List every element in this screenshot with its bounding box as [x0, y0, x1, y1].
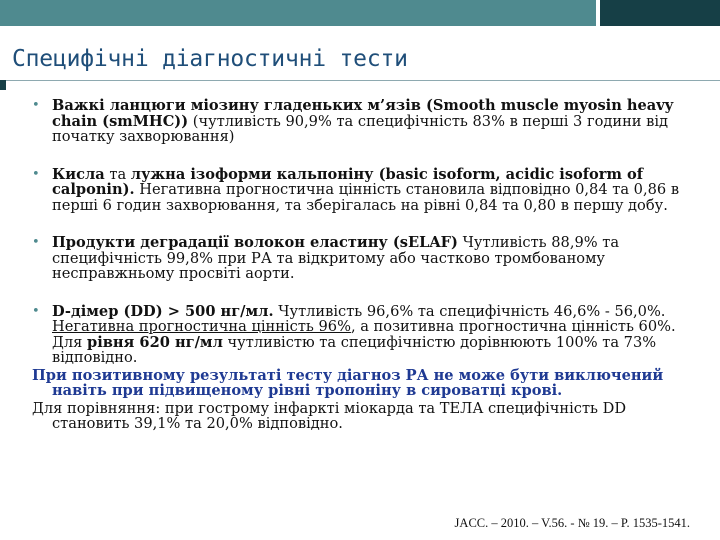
item-text-bold: Продукти деградації волокон еластину (sELAF)	[52, 234, 458, 251]
slide-content	[32, 98, 692, 432]
list-item	[32, 98, 692, 145]
bullet-icon: •	[32, 303, 40, 319]
item-text: чутливістю та специфічністю дорівнюють 100% та 73% відповідно.	[52, 333, 657, 366]
list-item	[32, 235, 692, 282]
item-text: Негативна прогностична цінність становила відповідно 0,84 та 0,86 в перші 6 годин захворювання, та зберігалась на рівні 0,84 та 0,80 в першу добу.	[52, 181, 680, 214]
bullet-icon: •	[32, 166, 40, 182]
title-divider-accent	[0, 80, 6, 90]
item-text: , а позитивна прогностична цінність 60%. Для	[52, 318, 676, 351]
item-text: та	[104, 165, 131, 183]
top-bar-light-segment	[0, 0, 596, 26]
item-text-bold: лужна ізоформи кальпоніну (basic isoform, acidic isoform of calponin).	[52, 165, 644, 198]
top-decor-bar	[0, 0, 720, 26]
item-text-bold: рівня 620 нг/мл	[86, 333, 223, 351]
item-text: Чутливість 96,6% та специфічність 46,6% - 56,0%.	[273, 302, 666, 320]
list-item	[32, 167, 692, 214]
slide-title: Специфічні діагностичні тести	[12, 46, 408, 72]
conclusion-text: При позитивному результаті тесту діагноз РА не може бути виключений навіть при підвищеному рівні тропоніну в сироватці крові.	[32, 366, 664, 399]
title-divider	[0, 80, 720, 81]
bullet-icon: •	[32, 98, 40, 113]
item-text: Чутливість 88,9% та специфічність 99,8% при РА та відкритому або частково тромбованому несправжньому просвіті аорти.	[52, 234, 620, 282]
item-text: (чутливість 90,9% та специфічність 83% в перші 3 години від початку захворювання)	[52, 112, 669, 145]
item-text-bold: D-дімер (DD) > 500 нг/мл.	[52, 302, 274, 320]
comparison-text: Для порівняння: при гострому інфаркті міокарда та ТЕЛА специфічність DD становить 39,1% та 20,0% відповідно.	[32, 399, 627, 432]
item-text-bold: Кисла	[52, 165, 105, 183]
item-text-bold: Важкі ланцюги міозину гладеньких м’язів (Smooth muscle myosin heavy chain (smMHC))	[52, 97, 674, 130]
top-bar-dark-segment	[600, 0, 720, 26]
citation: JACC. – 2010. – V.56. - № 19. – P. 1535-1541.	[454, 516, 690, 530]
list-item	[32, 304, 692, 366]
item-text-underlined: Негативна прогностична цінність 96%	[52, 318, 351, 335]
bullet-icon: •	[32, 235, 40, 250]
